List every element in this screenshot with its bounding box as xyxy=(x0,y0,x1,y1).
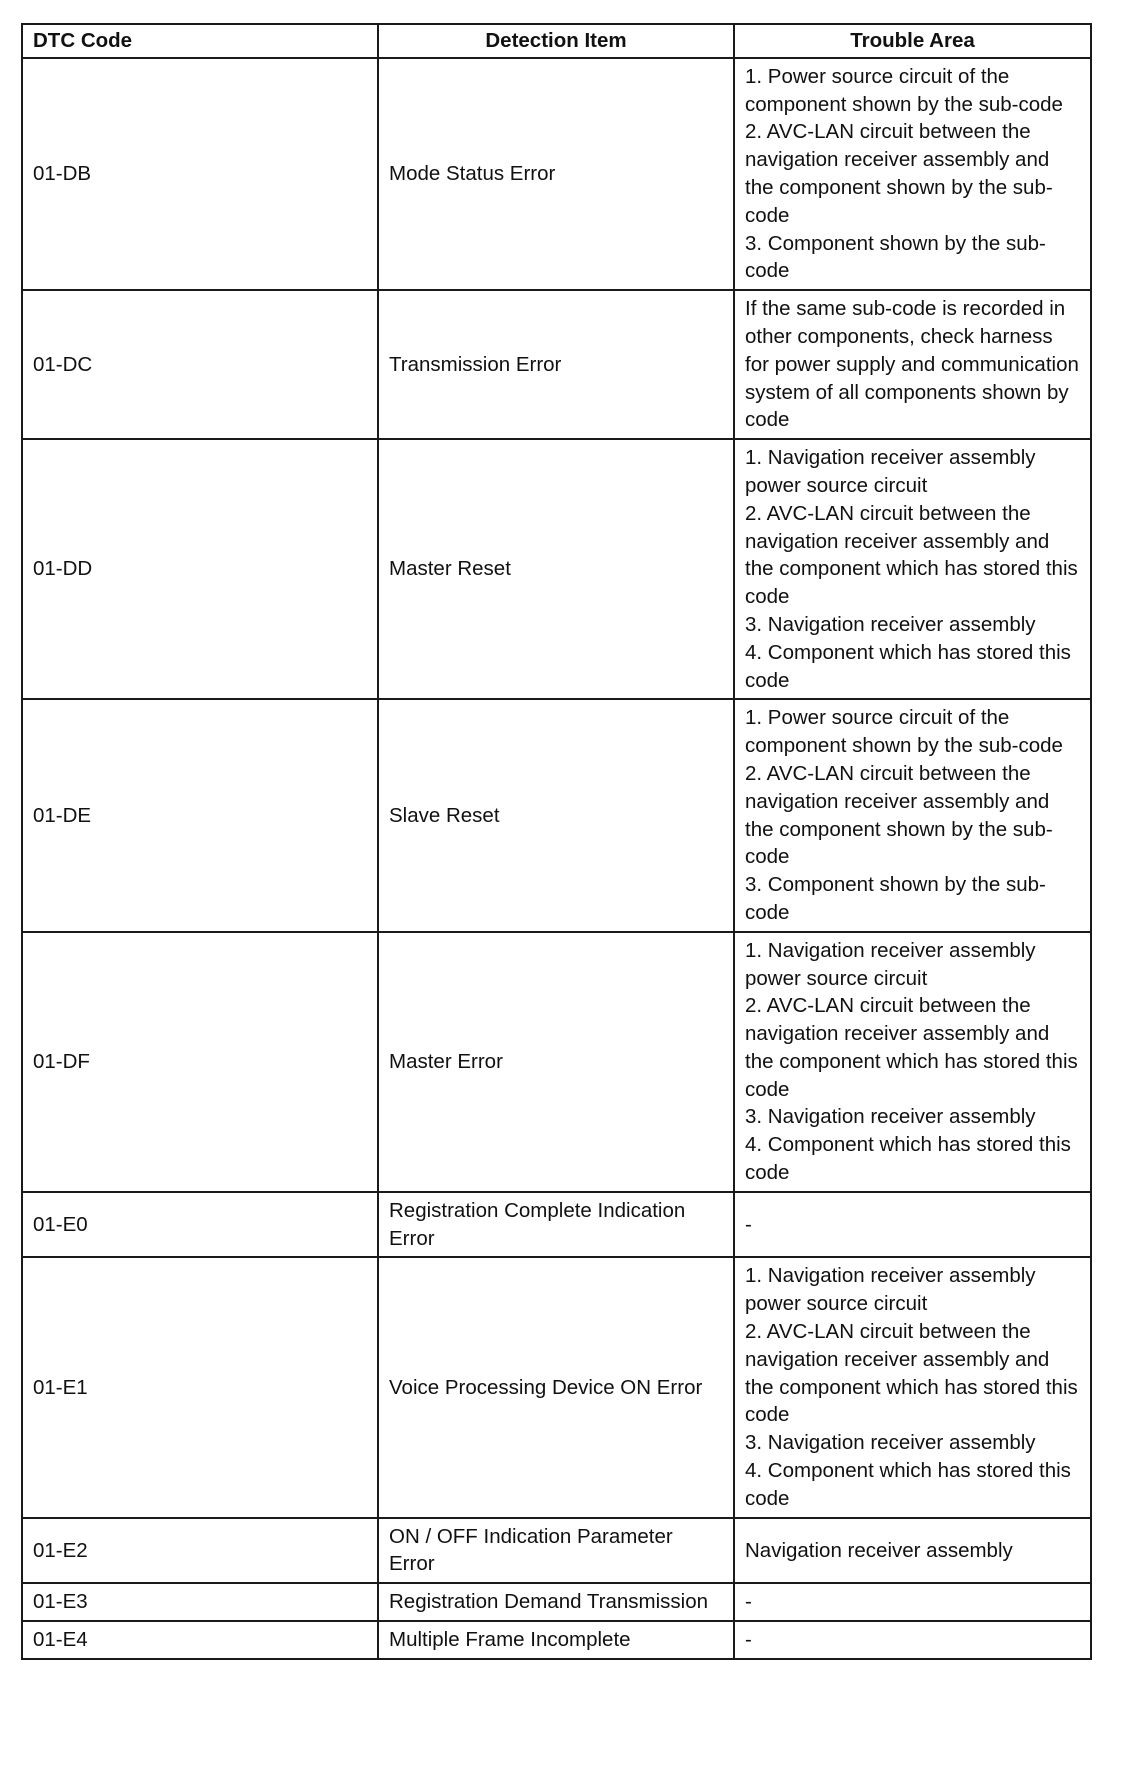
trouble-area-line: 3. Component shown by the sub-code xyxy=(745,873,1046,924)
trouble-area-cell xyxy=(734,1621,1091,1659)
table-row xyxy=(22,439,1091,699)
trouble-area-line: 2. AVC-LAN circuit between the navigation receiver assembly and the component shown by the sub-code xyxy=(745,761,1053,869)
dtc-code-cell: 01-E0 xyxy=(22,1192,378,1258)
trouble-area-line: 1. Navigation receiver assembly power source circuit xyxy=(745,938,1036,990)
trouble-area-line: 1. Power source circuit of the component shown by the sub-code xyxy=(745,706,1063,758)
table-row xyxy=(22,699,1091,931)
detection-item-cell: ON / OFF Indication Parameter Error xyxy=(378,1518,734,1584)
trouble-area-line: 3. Navigation receiver assembly xyxy=(745,1431,1036,1455)
trouble-area-cell xyxy=(734,699,1091,931)
trouble-area-line: 2. AVC-LAN circuit between the navigation receiver assembly and the component which has stored this code xyxy=(745,994,1078,1101)
table-row xyxy=(22,1192,1091,1258)
trouble-area-line: Navigation receiver assembly xyxy=(745,1538,1013,1562)
detection-item-cell: Voice Processing Device ON Error xyxy=(378,1257,734,1517)
trouble-area-line: 1. Navigation receiver assembly power source circuit xyxy=(745,446,1036,497)
header-trouble-area: Trouble Area xyxy=(734,24,1091,58)
trouble-area-line: 3. Navigation receiver assembly xyxy=(745,612,1036,636)
trouble-area-line: 3. Component shown by the sub-code xyxy=(745,231,1046,283)
trouble-area-line: 3. Navigation receiver assembly xyxy=(745,1105,1036,1129)
trouble-area-line: - xyxy=(745,1628,752,1652)
table-body xyxy=(22,58,1091,1659)
detection-item-cell: Registration Demand Transmission xyxy=(378,1583,734,1621)
detection-item-cell: Multiple Frame Incomplete xyxy=(378,1621,734,1659)
trouble-area-cell xyxy=(734,1583,1091,1621)
detection-item-cell: Transmission Error xyxy=(378,290,734,439)
trouble-area-line: - xyxy=(745,1212,752,1236)
detection-item-cell: Registration Complete Indication Error xyxy=(378,1192,734,1258)
dtc-code-cell: 01-DB xyxy=(22,58,378,290)
dtc-code-cell: 01-E2 xyxy=(22,1518,378,1584)
detection-item-cell: Mode Status Error xyxy=(378,58,734,290)
detection-item-cell: Slave Reset xyxy=(378,699,734,931)
trouble-area-line: 1. Power source circuit of the component shown by the sub-code xyxy=(745,64,1063,116)
detection-item-cell: Master Error xyxy=(378,932,734,1192)
dtc-code-cell: 01-E3 xyxy=(22,1583,378,1621)
table-row xyxy=(22,1621,1091,1659)
trouble-area-cell xyxy=(734,1192,1091,1258)
dtc-code-cell: 01-E1 xyxy=(22,1257,378,1517)
header-dtc-code: DTC Code xyxy=(22,24,378,58)
trouble-area-line: 1. Navigation receiver assembly power source circuit xyxy=(745,1264,1036,1316)
dtc-code-cell: 01-E4 xyxy=(22,1621,378,1659)
detection-item-cell: Master Reset xyxy=(378,439,734,699)
trouble-area-cell xyxy=(734,58,1091,290)
trouble-area-cell xyxy=(734,290,1091,439)
table-row xyxy=(22,290,1091,439)
trouble-area-line: 4. Component which has stored this code xyxy=(745,1133,1071,1185)
trouble-area-line: 2. AVC-LAN circuit between the navigation receiver assembly and the component which has stored this code xyxy=(745,1320,1078,1427)
table-row xyxy=(22,932,1091,1192)
trouble-area-line: 4. Component which has stored this code xyxy=(745,1459,1071,1510)
table-row xyxy=(22,1583,1091,1621)
trouble-area-line: If the same sub-code is recorded in other components, check harness for power supply and communication system of all components shown by code xyxy=(745,297,1079,432)
trouble-area-cell xyxy=(734,932,1091,1192)
table-row xyxy=(22,1518,1091,1584)
dtc-code-cell: 01-DD xyxy=(22,439,378,699)
trouble-area-line: - xyxy=(745,1590,752,1614)
trouble-area-line: 2. AVC-LAN circuit between the navigation receiver assembly and the component shown by the sub-code xyxy=(745,120,1053,227)
trouble-area-cell xyxy=(734,439,1091,699)
trouble-area-cell xyxy=(734,1257,1091,1517)
trouble-area-cell xyxy=(734,1518,1091,1584)
table-row xyxy=(22,1257,1091,1517)
dtc-table xyxy=(21,23,1092,1660)
dtc-code-cell: 01-DF xyxy=(22,932,378,1192)
trouble-area-line: 2. AVC-LAN circuit between the navigation receiver assembly and the component which has stored this code xyxy=(745,501,1078,609)
table-header-row xyxy=(22,24,1091,58)
dtc-code-cell: 01-DE xyxy=(22,699,378,931)
dtc-code-cell: 01-DC xyxy=(22,290,378,439)
table-row xyxy=(22,58,1091,290)
trouble-area-line: 4. Component which has stored this code xyxy=(745,640,1071,692)
header-detection-item: Detection Item xyxy=(378,24,734,58)
